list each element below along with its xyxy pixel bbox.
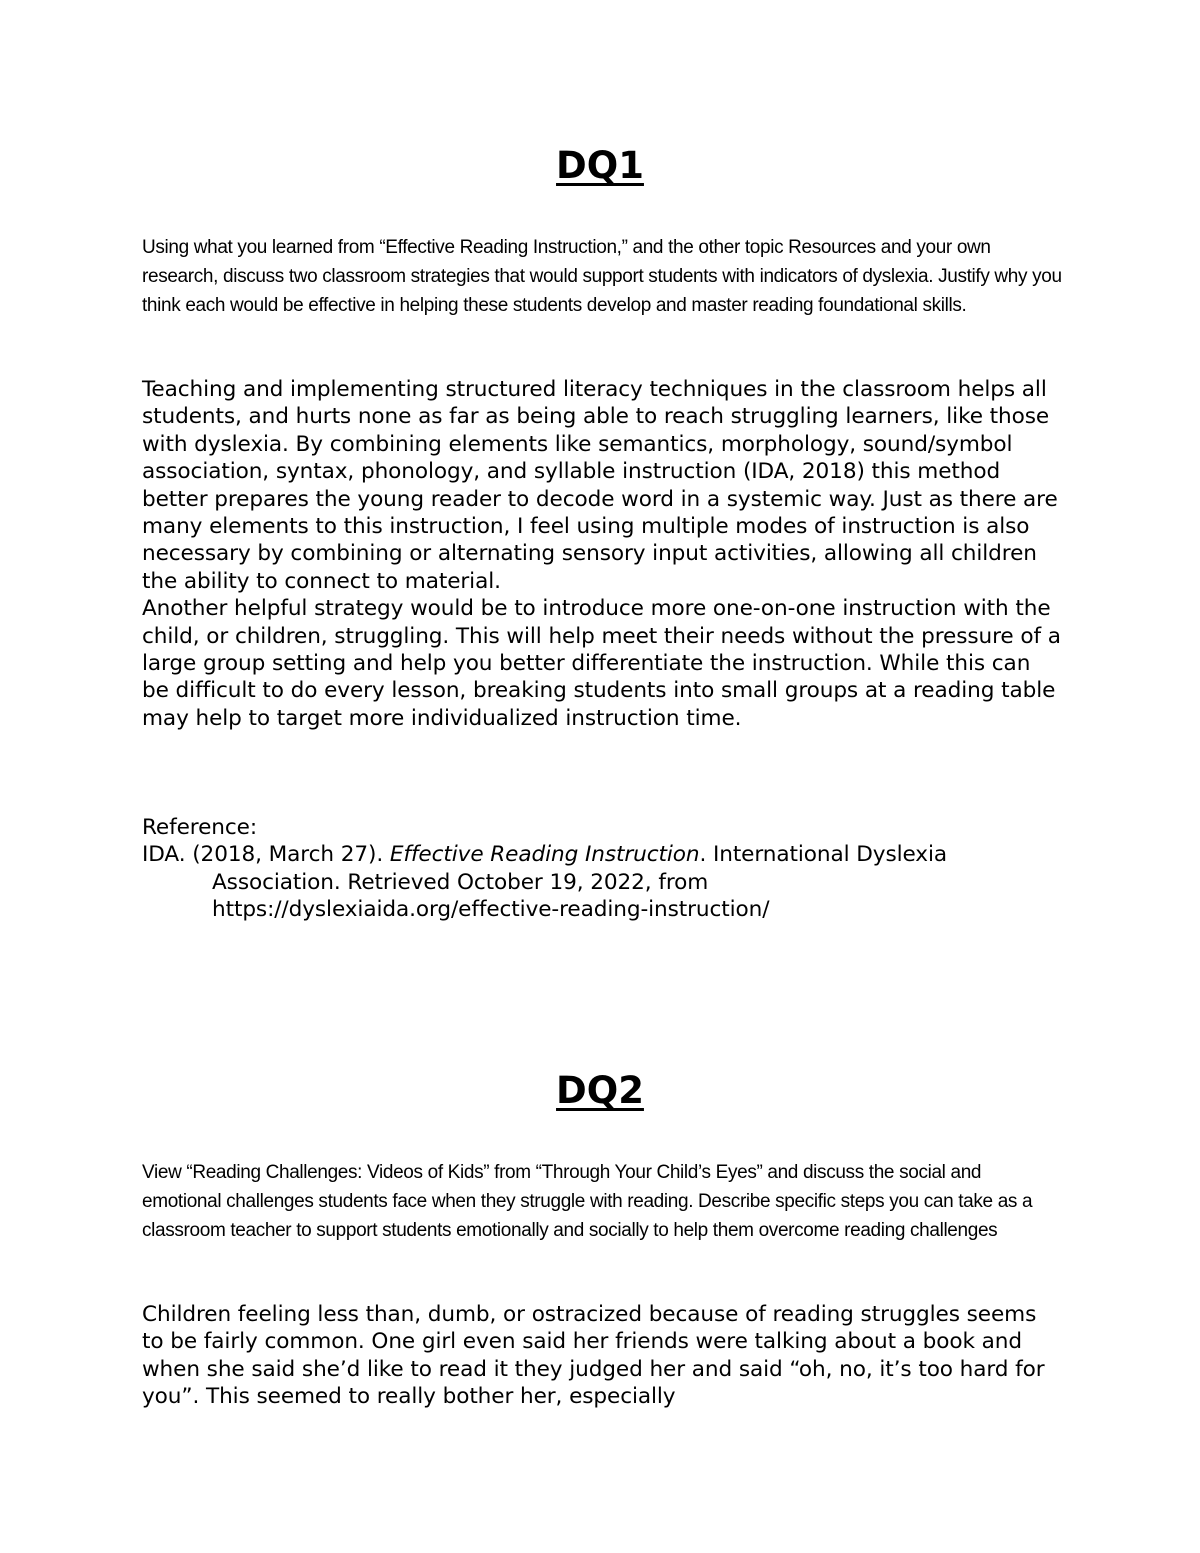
dq2-prompt: View “Reading Challenges: Videos of Kids” from “Through Your Child’s Eyes” and discuss the social and emotional challenges students face when they struggle with reading. Describe specific steps you can take as a classroom teacher to support students emotionally and socially to help them overcome reading challenges [142, 1162, 1033, 1241]
dq1-answer-paragraph-2: Another helpful strategy would be to introduce more one-on-one instruction with the child, or children, struggling. This will help meet their needs without the pressure of a large group setting and help you better differentiate the instruction. While this can be difficult to do every lesson, breaking students into small groups at a reading table may help to target more individualized instruction time. [142, 596, 1061, 731]
reference-citation-line-1 [142, 841, 1062, 868]
reference-label: Reference: [142, 815, 258, 840]
dq1-reference [142, 814, 1062, 924]
dq2-answer-paragraph-1: Children feeling less than, dumb, or ostracized because of reading struggles seems to be fairly common. One girl even said her friends were talking about a book and when she said she’d like to read it they judged her and said “oh, no, it’s too hard for you”. This seemed to really bother her, especially [142, 1302, 1045, 1410]
dq2-heading: DQ2 [556, 1069, 644, 1112]
reference-citation-line-2: Association. Retrieved October 19, 2022, from [212, 869, 709, 895]
dq1-answer [142, 376, 1062, 732]
reference-prefix: IDA. (2018, March 27). [142, 842, 390, 868]
dq1-heading: DQ1 [556, 144, 644, 187]
dq1-prompt: Using what you learned from “Effective Reading Instruction,” and the other topic Resources and your own research, discuss two classroom strategies that would support students with indicators of dyslexia. Justify why you think each would be effective in helping these students develop and master reading foundational skills. [142, 237, 1062, 316]
dq2-answer [142, 1301, 1062, 1411]
reference-url: https://dyslexiaida.org/effective-reading-instruction/ [212, 897, 770, 923]
reference-title: Effective Reading Instruction [389, 842, 700, 868]
reference-suffix: . International Dyslexia [699, 842, 948, 868]
dq1-answer-paragraph-1: Teaching and implementing structured literacy techniques in the classroom helps all students, and hurts none as far as being able to reach struggling learners, like those with dyslexia. By combining elements like semantics, morphology, sound/symbol association, syntax, phonology, and syllable instruction (IDA, 2018) this method better prepares the young reader to decode word in a systemic way. Just as there are many elements to this instruction, I feel using multiple modes of instruction is also necessary by combining or alternating sensory input activities, allowing all children the ability to connect to material. [142, 377, 1058, 594]
